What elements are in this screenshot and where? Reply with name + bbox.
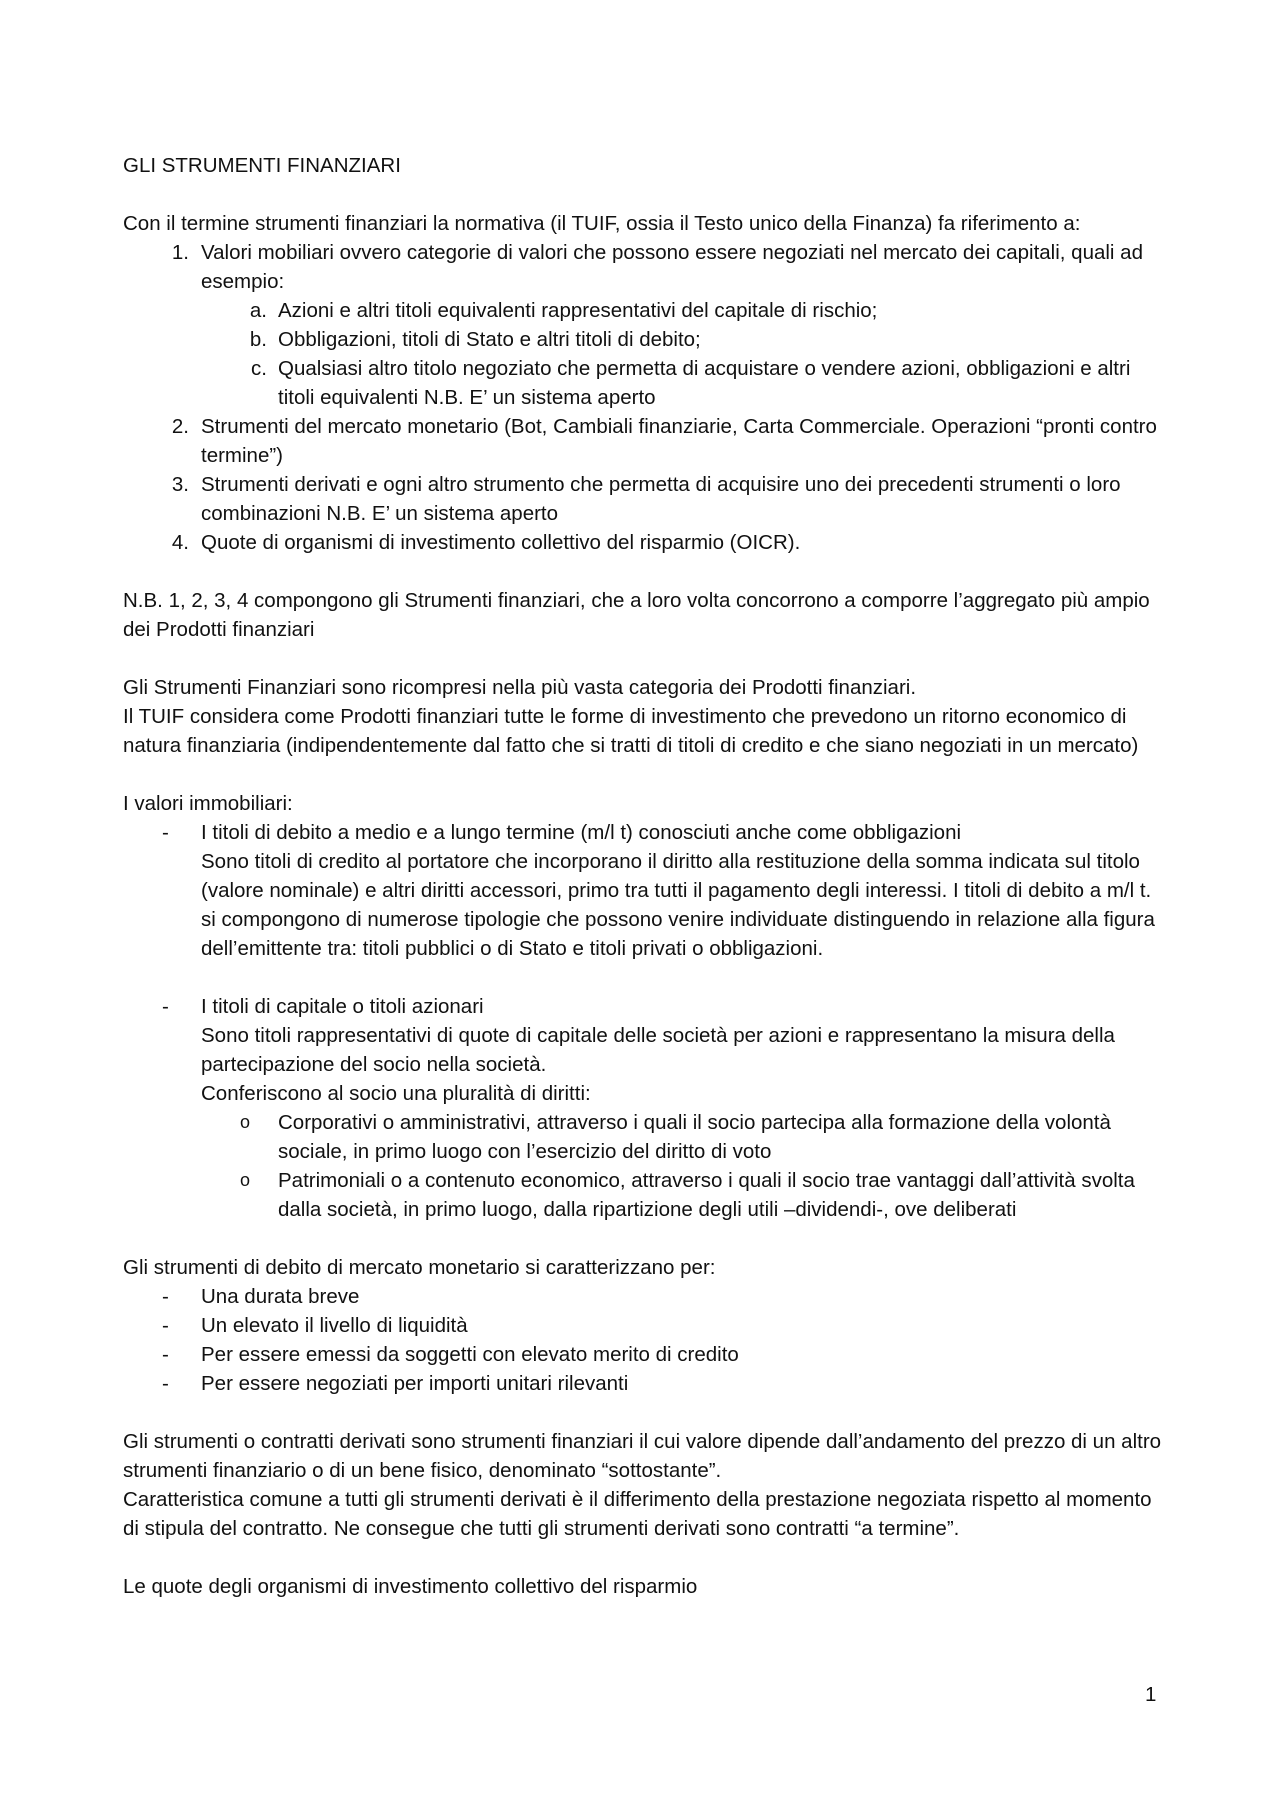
dash-item bbox=[123, 1369, 1168, 1398]
list-item bbox=[123, 238, 1168, 296]
circle-bullet: o bbox=[240, 1170, 251, 1190]
sublist-item bbox=[123, 354, 1168, 412]
dash-marker: - bbox=[162, 1343, 169, 1366]
sublist-item bbox=[123, 296, 1168, 325]
dash-text: Un elevato il livello di liquidità bbox=[201, 1314, 468, 1337]
page-number: 1 bbox=[1145, 1683, 1157, 1706]
circle-item bbox=[123, 1166, 1168, 1224]
list-item bbox=[123, 412, 1168, 470]
list-text: Quote di organismi di investimento collettivo del risparmio (OICR). bbox=[201, 531, 801, 554]
sublist-marker: c. bbox=[251, 357, 267, 380]
dash-marker: - bbox=[162, 1285, 169, 1308]
list-item bbox=[123, 528, 1168, 557]
list-marker: 4. bbox=[171, 531, 189, 554]
valori-heading: I valori immobiliari: bbox=[123, 792, 293, 815]
dash-text: Per essere emessi da soggetti con elevato merito di credito bbox=[201, 1343, 739, 1366]
prodotti-paragraph: Il TUIF considera come Prodotti finanziari tutte le forme di investimento che prevedono un ritorno economico di natura finanziaria (indipendentemente dal fatto che si tratti di titoli di credito e che siano negoziati in un mercato) bbox=[123, 705, 1139, 757]
capitale-description: Sono titoli rappresentativi di quote di capitale delle società per azioni e rappresentano la misura della partecipazione del socio nella società. bbox=[201, 1024, 1115, 1076]
sublist-item bbox=[123, 325, 1168, 354]
circle-item bbox=[123, 1108, 1168, 1166]
list-text: Strumenti del mercato monetario (Bot, Cambiali finanziarie, Carta Commerciale. Operazioni “pronti contro termine”) bbox=[201, 415, 1157, 467]
derivati-paragraph: Gli strumenti o contratti derivati sono strumenti finanziari il cui valore dipende dall’andamento del prezzo di un altro strumenti finanziario o di un bene fisico, denominato “sottostante”. bbox=[123, 1430, 1162, 1482]
circle-text: Patrimoniali o a contenuto economico, attraverso i quali il socio trae vantaggi dall’attività svolta dalla società, in primo luogo, dalla ripartizione degli utili –dividendi-, ove deliberati bbox=[278, 1169, 1135, 1221]
dash-item bbox=[123, 818, 1168, 847]
sublist-text: Obbligazioni, titoli di Stato e altri titoli di debito; bbox=[278, 328, 701, 351]
dash-marker: - bbox=[162, 1314, 169, 1337]
document-page bbox=[123, 151, 1168, 1601]
dash-marker: - bbox=[162, 821, 169, 844]
list-text: Strumenti derivati e ogni altro strumento che permetta di acquisire uno dei precedenti strumenti o loro combinazioni N.B. E’ un sistema aperto bbox=[201, 473, 1121, 525]
intro-paragraph: Con il termine strumenti finanziari la normativa (il TUIF, ossia il Testo unico della Finanza) fa riferimento a: bbox=[123, 212, 1081, 235]
debito-description: Sono titoli di credito al portatore che incorporano il diritto alla restituzione della somma indicata sul titolo (valore nominale) e altri diritti accessori, primo tra tutti il pagamento degli interessi. I titoli di debito a m/l t. si compongono di numerose tipologie che possono venire individuate distinguendo in relazione alla figura dell’emittente tra: titoli pubblici o di Stato e titoli privati o obbligazioni. bbox=[201, 850, 1155, 960]
sublist-text: Azioni e altri titoli equivalenti rappresentativi del capitale di rischio; bbox=[278, 299, 878, 322]
circle-bullet: o bbox=[240, 1112, 251, 1132]
sublist-marker: a. bbox=[249, 299, 267, 322]
oicr-heading: Le quote degli organismi di investimento collettivo del risparmio bbox=[123, 1575, 698, 1598]
dash-item bbox=[123, 1311, 1168, 1340]
sublist-text: Qualsiasi altro titolo negoziato che permetta di acquistare o vendere azioni, obbligazioni e altri titoli equivalenti N.B. E’ un sistema aperto bbox=[278, 357, 1131, 409]
diritti-intro: Conferiscono al socio una pluralità di diritti: bbox=[201, 1082, 591, 1105]
nb-paragraph: N.B. 1, 2, 3, 4 compongono gli Strumenti finanziari, che a loro volta concorrono a comporre l’aggregato più ampio dei Prodotti finanziari bbox=[123, 589, 1150, 641]
list-item bbox=[123, 470, 1168, 528]
derivati-paragraph: Caratteristica comune a tutti gli strumenti derivati è il differimento della prestazione negoziata rispetto al momento di stipula del contratto. Ne consegue che tutti gli strumenti derivati sono contratti “a termine”. bbox=[123, 1488, 1152, 1540]
circle-text: Corporativi o amministrativi, attraverso i quali il socio partecipa alla formazione della volontà sociale, in primo luogo con l’esercizio del diritto di voto bbox=[278, 1111, 1111, 1163]
dash-item bbox=[123, 992, 1168, 1021]
document-title: GLI STRUMENTI FINANZIARI bbox=[123, 154, 401, 177]
sublist-marker: b. bbox=[249, 328, 267, 351]
dash-text: I titoli di capitale o titoli azionari bbox=[201, 995, 484, 1018]
prodotti-paragraph: Gli Strumenti Finanziari sono ricompresi nella più vasta categoria dei Prodotti finanziari. bbox=[123, 676, 917, 699]
list-text: Valori mobiliari ovvero categorie di valori che possono essere negoziati nel mercato dei capitali, quali ad esempio: bbox=[201, 241, 1143, 293]
dash-text: Per essere negoziati per importi unitari rilevanti bbox=[201, 1372, 629, 1395]
dash-marker: - bbox=[162, 1372, 169, 1395]
list-marker: 2. bbox=[171, 415, 189, 438]
dash-item bbox=[123, 1340, 1168, 1369]
monetario-heading: Gli strumenti di debito di mercato monetario si caratterizzano per: bbox=[123, 1256, 716, 1279]
dash-marker: - bbox=[162, 995, 169, 1018]
dash-text: Una durata breve bbox=[201, 1285, 360, 1308]
dash-text: I titoli di debito a medio e a lungo termine (m/l t) conosciuti anche come obbligazioni bbox=[201, 821, 962, 844]
list-marker: 1. bbox=[171, 241, 189, 264]
dash-item bbox=[123, 1282, 1168, 1311]
list-marker: 3. bbox=[171, 473, 189, 496]
